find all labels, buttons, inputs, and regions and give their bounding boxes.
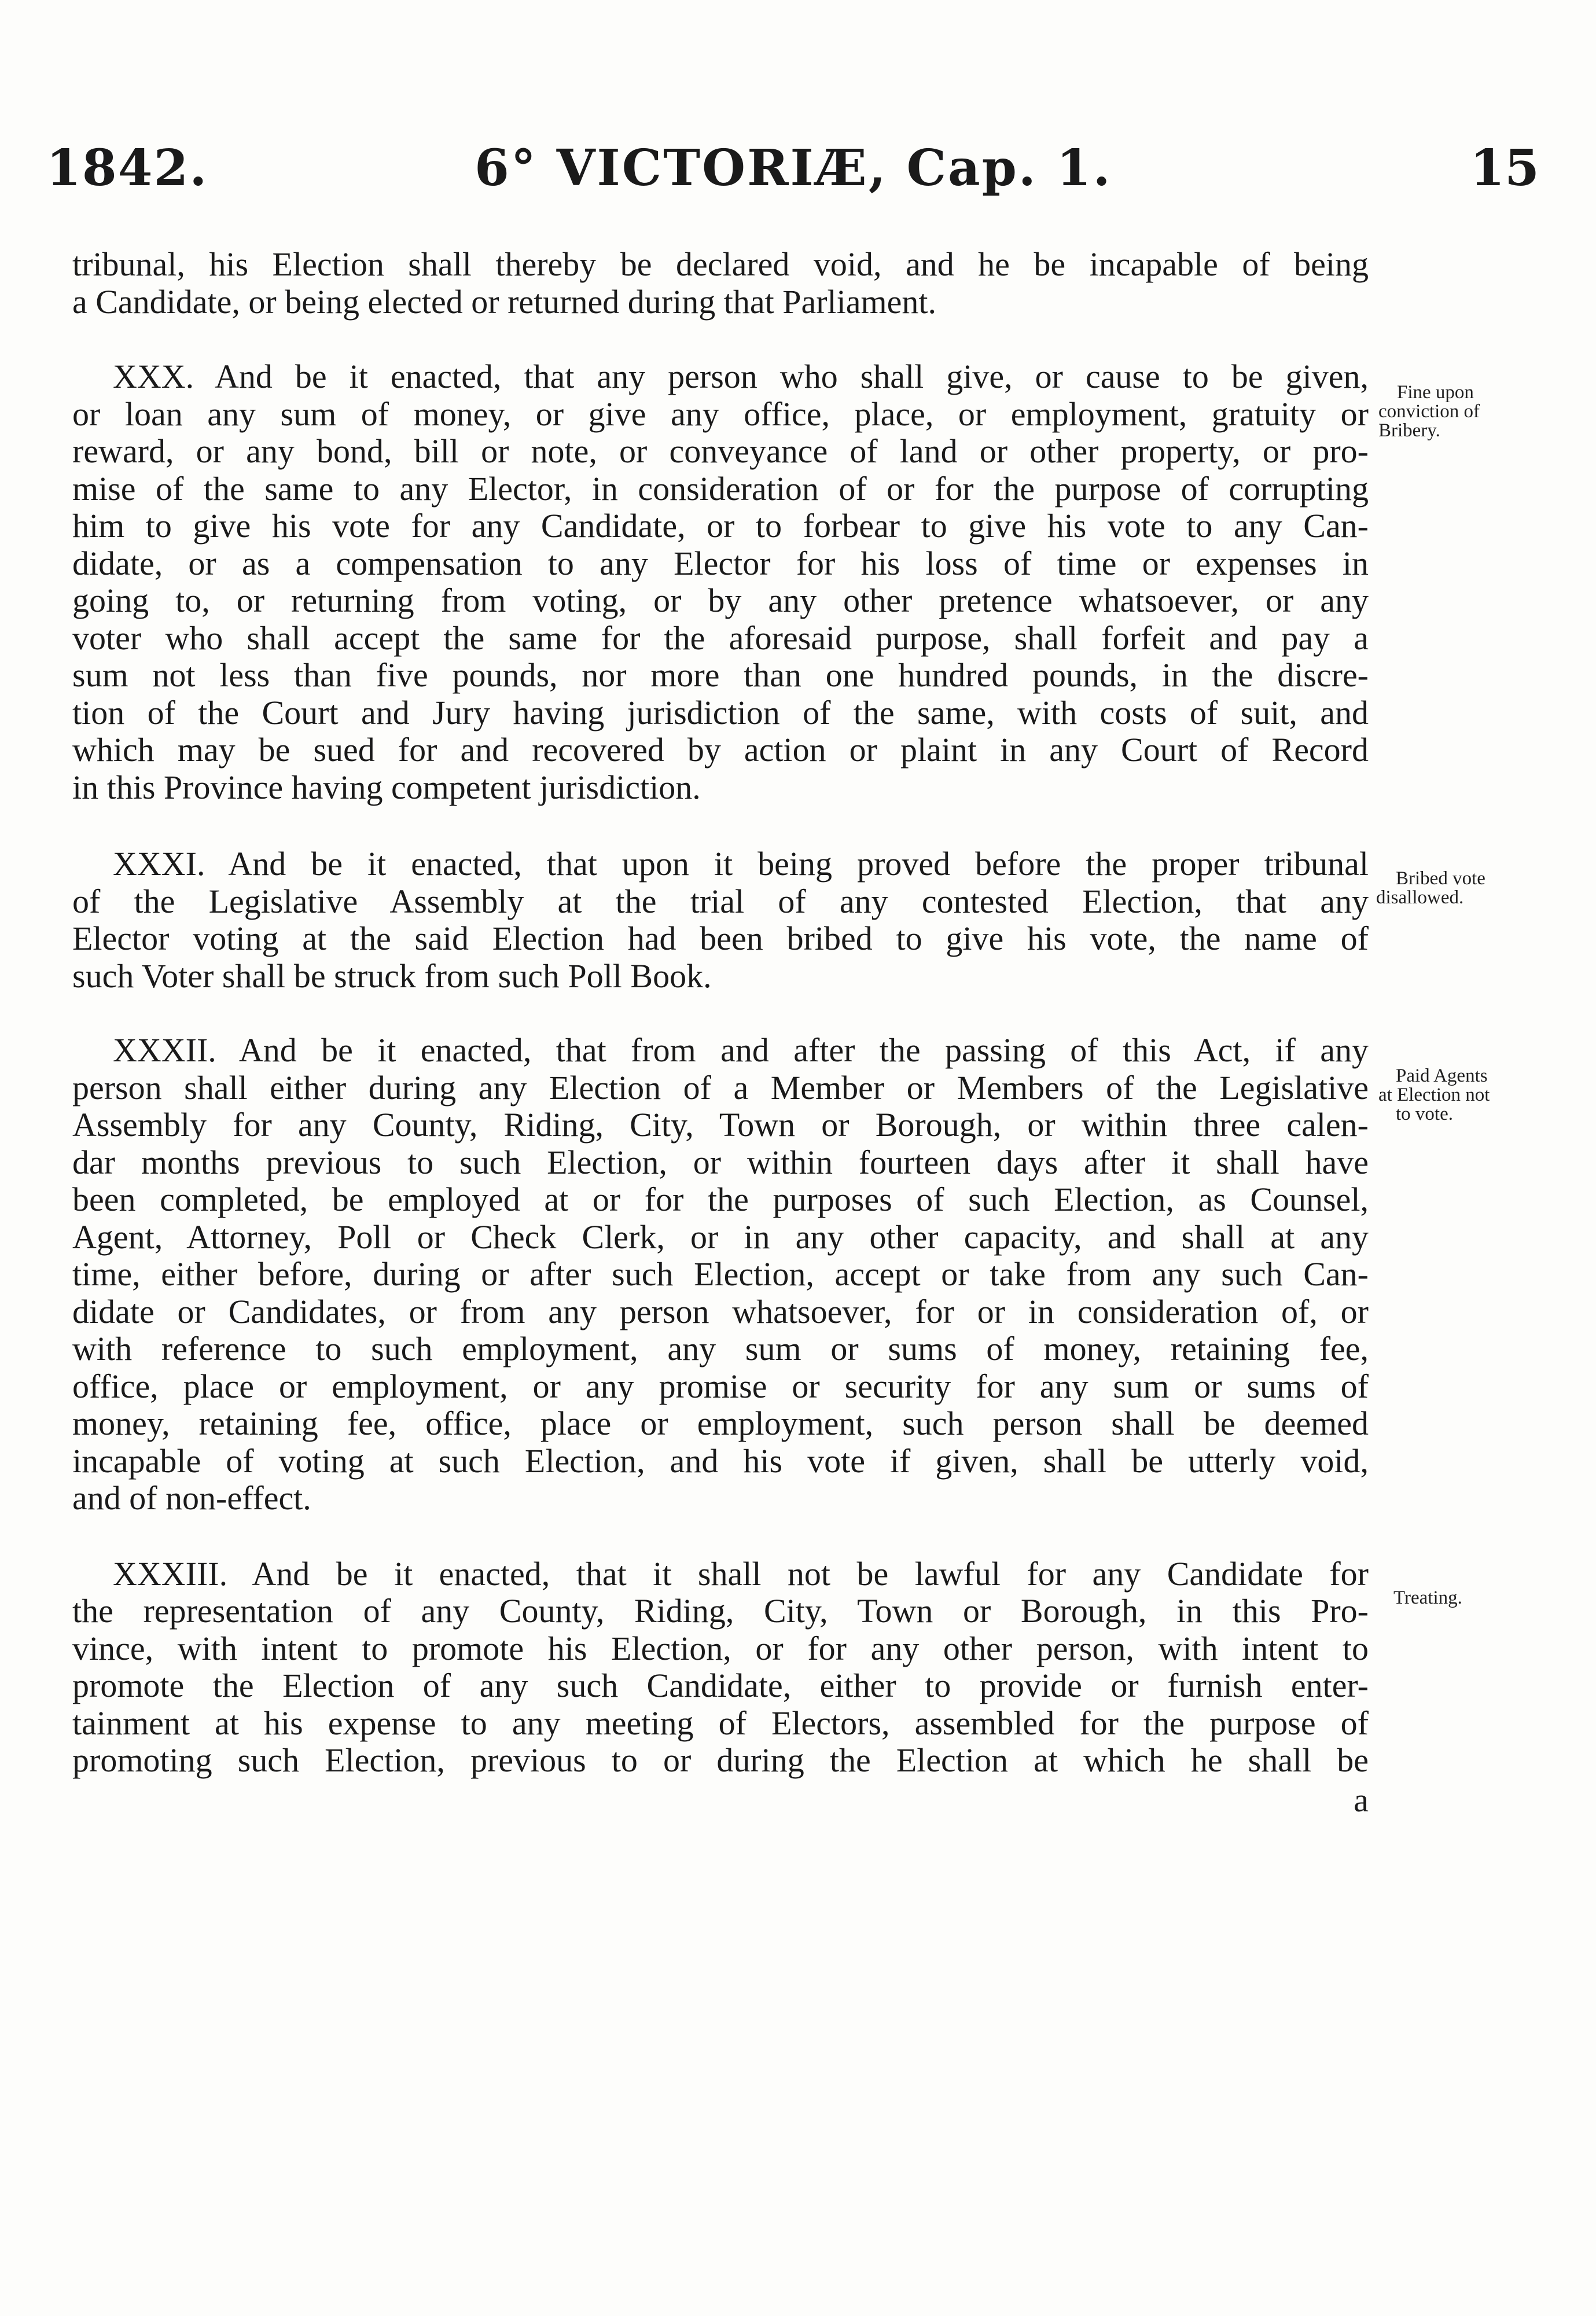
text-line: XXXII. And be it enacted, that from and after the passing of this Act, if any: [113, 1031, 1369, 1069]
text-line: incapable of voting at such Election, and his vote if given, shall be utterly void,: [72, 1442, 1369, 1480]
text-line: Elector voting at the said Election had been bribed to give his vote, the name of: [72, 920, 1369, 957]
sidenote-treating: [1376, 1589, 1550, 1608]
sidenote-line: at Election not: [1378, 1085, 1490, 1105]
text-line: reward, or any bond, bill or note, or conveyance of land or other property, or pro-: [72, 432, 1369, 470]
text-line: the representation of any County, Riding, City, Town or Borough, in this Pro-: [72, 1592, 1369, 1630]
sidenote-line: Fine upon: [1397, 382, 1474, 403]
sidenote-line: Bribed vote: [1396, 868, 1485, 889]
text-line: time, either before, during or after such Election, accept or take from any such Can-: [72, 1255, 1369, 1293]
text-line: person shall either during any Election of a Member or Members of the Legislative: [72, 1068, 1369, 1106]
text-line: Assembly for any County, Riding, City, Town or Borough, or within three calen-: [72, 1106, 1369, 1144]
section-xxx: [72, 358, 1369, 806]
header-year: 1842.: [46, 139, 208, 197]
section-xxxi: [72, 845, 1369, 995]
text-line: and of non-effect.: [72, 1479, 311, 1517]
text-line: money, retaining fee, office, place or employment, such person shall be deemed: [72, 1405, 1369, 1442]
sidenote-fine-upon-conviction: [1376, 383, 1550, 440]
text-line: going to, or returning from voting, or by any other pretence whatsoever, or any: [72, 582, 1369, 619]
text-line: of the Legislative Assembly at the trial of any contested Election, that any: [72, 882, 1369, 920]
text-line: didate or Candidates, or from any person whatsoever, for or in consideration of, or: [72, 1292, 1369, 1330]
running-header: [46, 139, 1539, 208]
section-xxxiii: [72, 1554, 1369, 1819]
sidenote-line: conviction of: [1378, 401, 1480, 422]
text-line: dar months previous to such Election, or within fourteen days after it shall have: [72, 1143, 1369, 1181]
text-line: XXXI. And be it enacted, that upon it being proved before the proper tribunal: [113, 845, 1369, 883]
text-line: tribunal, his Election shall thereby be declared void, and he be incapable of being: [72, 245, 1369, 283]
continuation-paragraph: [72, 246, 1369, 321]
sidenote-line: to vote.: [1396, 1104, 1453, 1124]
text-line: didate, or as a compensation to any Elector for his loss of time or expenses in: [72, 544, 1369, 582]
text-line: office, place or employment, or any promise or security for any sum or sums of: [72, 1367, 1369, 1405]
sidenote-paid-agents: [1376, 1067, 1550, 1124]
text-line: which may be sued for and recovered by action or plaint in any Court of Record: [72, 731, 1369, 769]
text-line: XXXIII. And be it enacted, that it shall not be lawful for any Candidate for: [113, 1554, 1369, 1593]
text-line: vince, with intent to promote his Election, or for any other person, with intent to: [72, 1629, 1369, 1667]
sidenote-line: Treating.: [1393, 1587, 1462, 1608]
text-line: sum not less than five pounds, nor more than one hundred pounds, in the discre-: [72, 656, 1369, 694]
text-line: tainment at his expense to any meeting of Electors, assembled for the purpose of: [72, 1704, 1369, 1742]
text-line: promoting such Election, previous to or during the Election at which he shall be: [72, 1741, 1369, 1779]
body-text: [72, 245, 1369, 1819]
text-line: promote the Election of any such Candidate, either to provide or furnish enter-: [72, 1667, 1369, 1704]
text-line: Agent, Attorney, Poll or Check Clerk, or in any other capacity, and shall at any: [72, 1218, 1369, 1256]
text-line: with reference to such employment, any sum or sums of money, retaining fee,: [72, 1330, 1369, 1367]
text-line: tion of the Court and Jury having jurisdiction of the same, with costs of suit, and: [72, 693, 1369, 731]
section-paragraph: [72, 358, 1369, 806]
section-paragraph: [72, 1556, 1369, 1780]
text-line: mise of the same to any Elector, in consideration of or for the purpose of corrupting: [72, 469, 1369, 508]
section-xxxii: [72, 1032, 1369, 1517]
text-line: such Voter shall be struck from such Poll Book.: [72, 957, 712, 995]
sidenote-line: Bribery.: [1378, 420, 1440, 441]
sidenote-line: Paid Agents: [1396, 1065, 1488, 1086]
sidenote-line: disallowed.: [1376, 887, 1464, 908]
text-line: voter who shall accept the same for the aforesaid purpose, shall forfeit and pay a: [72, 619, 1369, 657]
section-paragraph: [72, 845, 1369, 995]
text-line: been completed, be employed at or for the purposes of such Election, as Counsel,: [72, 1181, 1369, 1218]
header-title: 6° VICTORIÆ, Cap. 1.: [475, 139, 1112, 197]
text-line: XXX. And be it enacted, that any person who shall give, or cause to be given,: [113, 358, 1369, 395]
text-line: him to give his vote for any Candidate, or to forbear to give his vote to any Can-: [72, 507, 1369, 545]
sidenote-bribed-vote: [1376, 869, 1550, 907]
text-line: in this Province having competent jurisdiction.: [72, 768, 701, 806]
page-number: 15: [1470, 139, 1539, 197]
text-line: a Candidate, or being elected or returned during that Parliament.: [72, 282, 936, 321]
catchword: a: [1354, 1781, 1369, 1819]
section-paragraph: [72, 1032, 1369, 1517]
text-line: or loan any sum of money, or give any office, place, or employment, gratuity or: [72, 395, 1369, 433]
